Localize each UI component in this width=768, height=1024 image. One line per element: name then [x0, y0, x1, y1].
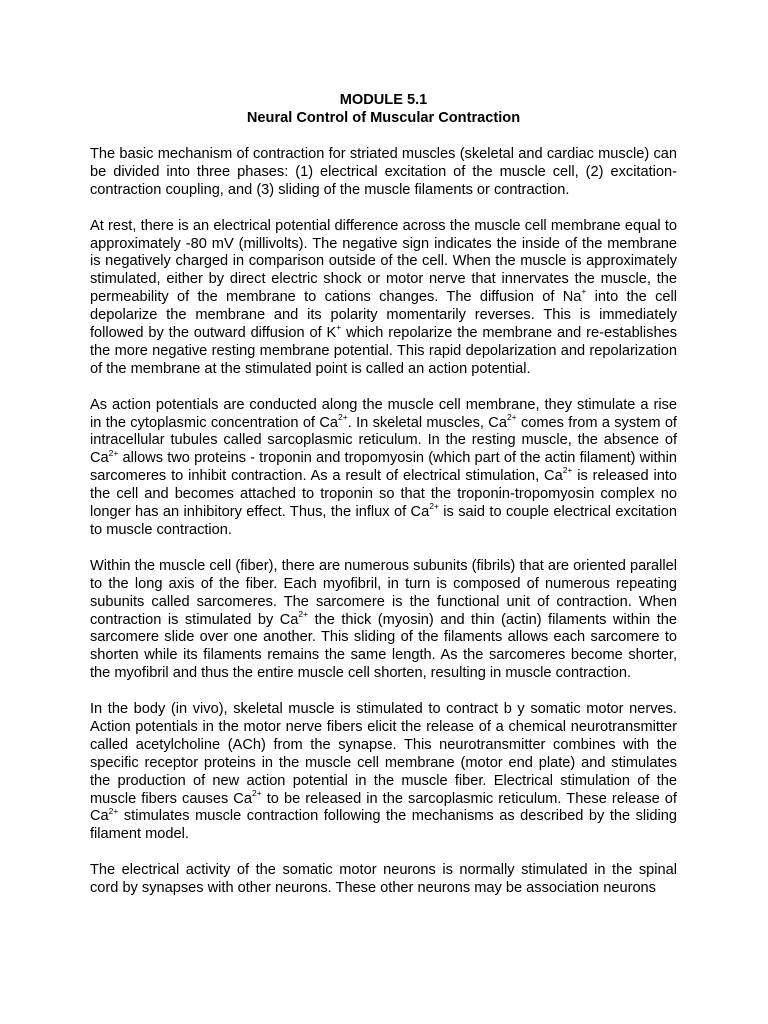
- text-run: comes from a system of intracellular tubules called sarcoplasmic reticulum. In the resting muscle, the absence of Ca: [90, 414, 677, 467]
- superscript-charge: 2+: [337, 411, 348, 422]
- text-run: The basic mechanism of contraction for striated muscles (skeletal and cardiac muscle) can be divided into three phases: (1) electrical excitation of the muscle cell, (2) excitation-contraction coupling, and (3) sliding of the muscle filaments or contraction.: [90, 146, 677, 198]
- text-run: stimulates muscle contraction following the mechanisms as described by the sliding filament model.: [90, 808, 677, 843]
- paragraph-motor-nerves: [90, 701, 677, 844]
- text-run: which repolarize the membrane and re-establishes the more negative resting membrane potential. This rapid depolarization and repolarization of the membrane at the stimulated point is called an action potential.: [90, 325, 677, 377]
- paragraph-sarcomere: [90, 558, 677, 683]
- superscript-charge: 2+: [429, 501, 439, 512]
- module-number: MODULE 5.1: [339, 92, 428, 108]
- superscript-charge: +: [581, 286, 587, 297]
- text-run: In the body (in vivo), skeletal muscle is stimulated to contract b y somatic motor nerves. Action potentials in the motor nerve fibers elicit the release of a chemical neurotransmitter called acetylcholine (ACh) from the synapse. This neurotransmitter combines with the specific receptor proteins in the muscle cell membrane (motor end plate) and stimulates the production of new action potential in the muscle fiber. Electrical stimulation of the muscle fibers causes Ca: [90, 701, 677, 807]
- text-run: Within the muscle cell (fiber), there are numerous subunits (fibrils) that are oriented parallel to the long axis of the fiber. Each myofibril, in turn is composed of numerous repeating subunits called sarcomeres. The sarcomere is the functional unit of contraction. When contraction is stimulated by Ca: [90, 557, 677, 628]
- superscript-charge: 2+: [108, 447, 119, 458]
- text-run: the thick (myosin) and thin (actin) filaments within the sarcomere slide over one another. This sliding of the filaments allows each sarcomere to shorten while its filaments remains the same length. As the sarcomeres become shorter, the myofibril and thus the entire muscle cell shorten, resulting in muscle contraction.: [90, 611, 677, 682]
- text-run: allows two proteins - troponin and tropomyosin (which part of the actin filament) within sarcomeres to inhibit contraction. As a result of electrical stimulation, Ca: [90, 450, 677, 485]
- superscript-charge: 2+: [506, 411, 517, 422]
- superscript-charge: 2+: [562, 465, 573, 476]
- page-title: Neural Control of Muscular Contraction: [246, 110, 521, 126]
- text-run: As action potentials are conducted along the muscle cell membrane, they stimulate a rise in the cytoplasmic concentration of Ca: [90, 396, 677, 431]
- title-block: [90, 92, 677, 128]
- text-run: is released into the cell and becomes attached to troponin so that the troponin-tropomyosin complex no longer has an inhibitory effect. Thus, the influx of Ca: [90, 468, 677, 521]
- superscript-charge: 2+: [298, 608, 309, 619]
- superscript-charge: 2+: [108, 805, 119, 816]
- text-run: At rest, there is an electrical potential difference across the muscle cell membrane equal to approximately -80 mV (millivolts). The negative sign indicates the inside of the membrane is negatively charged in comparison outside of the cell. When the muscle is approximately stimulated, either by direct electric shock or motor nerve that innervates the muscle, the permeability of the membrane to cations changes. The diffusion of Na: [90, 217, 677, 306]
- text-run: into the cell depolarize the membrane and its polarity momentarily reverses. This is immediately followed by the outward diffusion of K: [90, 289, 677, 342]
- superscript-charge: 2+: [251, 787, 262, 798]
- paragraph-resting-potential: [90, 218, 677, 379]
- superscript-charge: +: [336, 322, 342, 333]
- paragraph-calcium-coupling: [90, 397, 677, 540]
- paragraph-spinal-cord: [90, 862, 677, 898]
- paragraph-phases: [90, 146, 677, 200]
- text-run: The electrical activity of the somatic motor neurons is normally stimulated in the spinal cord by synapses with other neurons. These other neurons may be association neurons: [90, 862, 677, 897]
- text-run: . In skeletal muscles, Ca: [347, 414, 507, 431]
- text-run: is said to couple electrical excitation to muscle contraction.: [90, 504, 677, 538]
- document-body: [90, 146, 677, 916]
- text-run: to be released in the sarcoplasmic reticulum. These release of Ca: [90, 790, 677, 825]
